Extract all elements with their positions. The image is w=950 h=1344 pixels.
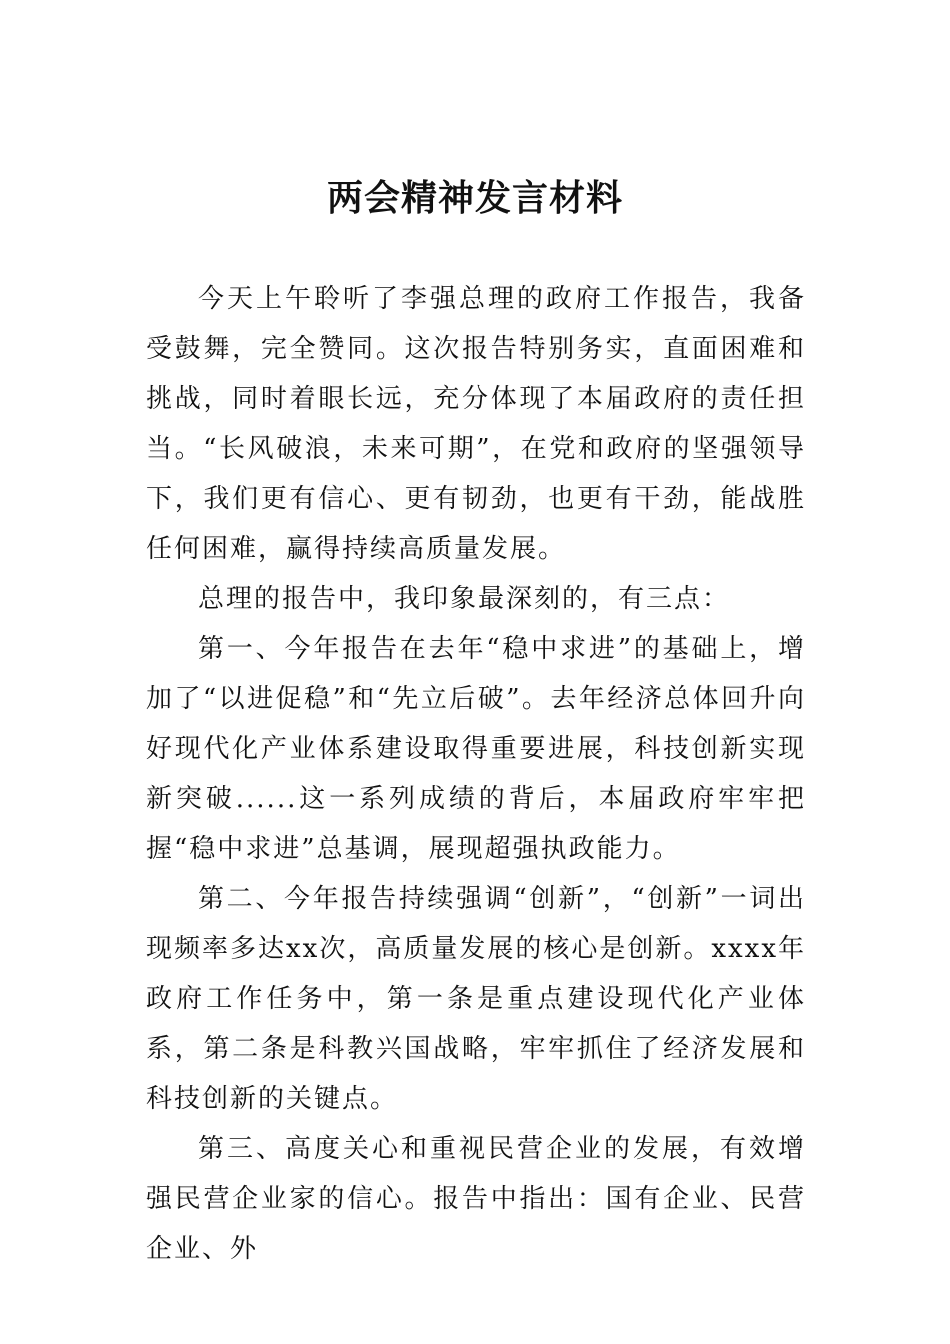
paragraph-point-three: 第三、高度关心和重视民营企业的发展，有效增强民营企业家的信心。报告中指出：国有企业、民营企业、外 [146,1134,806,1264]
document-body [146,274,806,1274]
paragraph-point-two: 第二、今年报告持续强调“创新”，“创新”一词出现频率多达xx次，高质量发展的核心是创新。xxxx年政府工作任务中，第一条是重点建设现代化产业体系，第二条是科教兴国战略，牢牢抓住了经济发展和科技创新的关键点。 [146,884,806,1114]
paragraph-intro: 今天上午聆听了李强总理的政府工作报告，我备受鼓舞，完全赞同。这次报告特别务实，直面困难和挑战，同时着眼长远，充分体现了本届政府的责任担当。“长风破浪，未来可期”，在党和政府的坚强领导下，我们更有信心、更有韧劲，也更有干劲，能战胜任何困难，赢得持续高质量发展。 [146,284,806,564]
document-title: 两会精神发言材料 [326,177,623,219]
paragraph-summary: 总理的报告中，我印象最深刻的，有三点： [198,584,731,614]
paragraph-point-one: 第一、今年报告在去年“稳中求进”的基础上，增加了“以进促稳”和“先立后破”。去年经济总体回升向好现代化产业体系建设取得重要进展，科技创新实现新突破......这一系列成绩的背后，本届政府牢牢把握“稳中求进”总基调，展现超强执政能力。 [146,634,806,864]
